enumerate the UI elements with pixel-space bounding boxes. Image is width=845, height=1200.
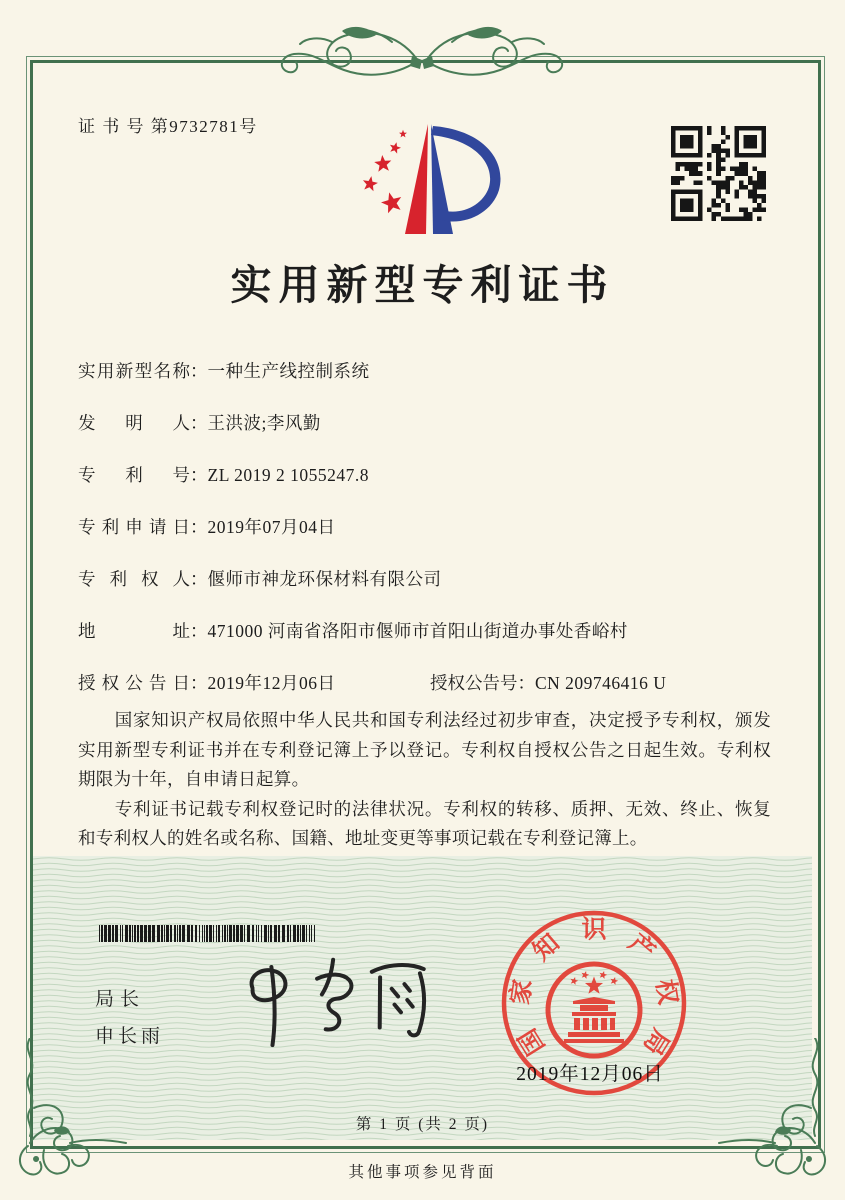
field-row-patent-no bbox=[78, 462, 768, 514]
field-colon: ： bbox=[190, 673, 208, 693]
cnipa-logo-icon bbox=[333, 120, 521, 238]
field-row-name bbox=[78, 358, 768, 410]
svg-text:国: 国 bbox=[514, 1023, 551, 1060]
field-colon: ： bbox=[517, 673, 535, 693]
field-label: 实用新型名称 bbox=[78, 361, 190, 381]
field-row-filing-date bbox=[78, 514, 768, 566]
signature-handwriting-icon bbox=[225, 944, 435, 1049]
svg-text:局: 局 bbox=[637, 1023, 674, 1060]
barcode-icon bbox=[99, 925, 319, 942]
back-note: 其他事项参见背面 bbox=[348, 1164, 497, 1181]
svg-text:产: 产 bbox=[623, 929, 660, 967]
director-title: 局长 bbox=[95, 989, 146, 1010]
field-value: 偃师市神龙环保材料有限公司 bbox=[207, 569, 442, 589]
field-colon: ： bbox=[190, 621, 208, 641]
top-border-ornament-icon bbox=[262, 22, 582, 102]
field-colon: ： bbox=[190, 517, 208, 537]
national-emblem-icon bbox=[548, 964, 640, 1056]
logo-stars-icon bbox=[363, 130, 407, 213]
certificate-number: 证 书 号 第9732781号 bbox=[78, 117, 258, 136]
svg-text:权: 权 bbox=[650, 977, 682, 1007]
seal-date: 2019年12月06日 bbox=[516, 1064, 664, 1085]
field-label: 发明人 bbox=[78, 413, 190, 433]
field-value: 王洪波;李风勤 bbox=[207, 413, 321, 433]
legal-paragraph: 国家知识产权局依照中华人民共和国专利法经过初步审查，决定授予专利权，颁发实用新型专利证书并在专利登记簿上予以登记。专利权自授权公告之日起生效。专利权期限为十年，自申请日起算。 bbox=[78, 710, 771, 789]
grant-publication-no bbox=[430, 670, 666, 695]
field-label: 专利权人 bbox=[78, 569, 190, 589]
page-indicator: 第 1 页 (共 2 页) bbox=[355, 1116, 490, 1133]
director-name: 申长雨 bbox=[95, 1026, 165, 1047]
field-value: 2019年12月06日 bbox=[207, 673, 336, 693]
field-colon: ： bbox=[190, 465, 208, 485]
field-value: CN 209746416 U bbox=[535, 673, 667, 693]
field-colon: ： bbox=[190, 569, 208, 589]
field-colon: ： bbox=[190, 361, 208, 381]
legal-text bbox=[78, 706, 771, 854]
field-label: 专利申请日 bbox=[78, 517, 190, 537]
field-row-address bbox=[78, 618, 768, 670]
field-list bbox=[78, 358, 768, 722]
field-label: 地址 bbox=[78, 621, 190, 641]
field-colon: ： bbox=[190, 413, 208, 433]
field-row-patentee bbox=[78, 566, 768, 618]
qr-code-icon bbox=[671, 126, 766, 221]
field-label: 授权公告号 bbox=[430, 673, 518, 693]
field-row-inventor bbox=[78, 410, 768, 462]
legal-paragraph: 专利证书记载专利权登记时的法律状况。专利权的转移、质押、无效、终止、恢复和专利权人的姓名或名称、国籍、地址变更等事项记载在专利登记簿上。 bbox=[78, 798, 771, 848]
field-value: 2019年07月04日 bbox=[207, 517, 336, 537]
svg-text:识: 识 bbox=[581, 916, 607, 944]
field-value: 一种生产线控制系统 bbox=[207, 361, 370, 381]
field-label: 专利号 bbox=[78, 465, 190, 485]
certificate-title: 实用新型专利证书 bbox=[230, 262, 615, 308]
field-value: ZL 2019 2 1055247.8 bbox=[207, 465, 369, 485]
svg-text:知: 知 bbox=[528, 929, 565, 967]
field-label: 授权公告日 bbox=[78, 673, 190, 693]
field-value: 471000 河南省洛阳市偃师市首阳山街道办事处香峪村 bbox=[207, 621, 628, 641]
svg-text:家: 家 bbox=[506, 977, 538, 1007]
